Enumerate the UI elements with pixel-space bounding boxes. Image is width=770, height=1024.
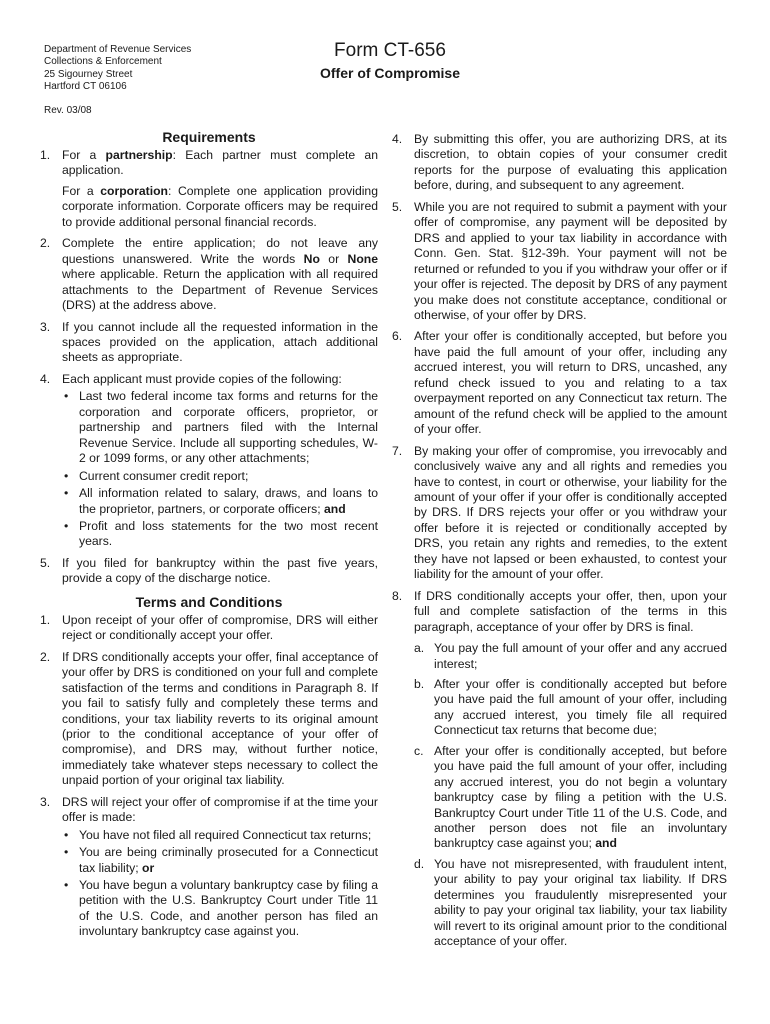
bullet-item: • All information related to salary, draws, and loans to the proprietor, partners, or corporate officers; and [64,486,378,516]
sub-list [414,641,727,950]
form-number: Form CT-656 [334,40,446,61]
text-bold: None [347,251,378,266]
terms-heading: Terms and Conditions [135,593,283,610]
term-item [40,650,378,789]
text-bold: corporation [100,183,168,198]
bullet-item: • Current consumer credit report; [64,468,249,483]
text: If DRS conditionally accepts your offer, then, upon your full and complete satisfaction of the terms in this paragraph, acceptance of your offer by DRS is final. [414,588,727,634]
text: By making your offer of compromise, you irrevocably and conclusively waive any and all rights and remedies you have to contest, in court or otherwise, your liability for the amount of your offer if your offer is conditionally accepted by DRS. If DRS rejects your offer or you withdraw your offer before it is rejected or conditionally accepted by DRS, you retain any rights and remedies, to the extent they have not lapsed or been exhausted, to contest your liability for the amount of your offer. [414,443,727,582]
bullet-item: • Last two federal income tax forms and returns for the corporation and corporate officers, proprietor, or partnership and partners filed with the Internal Revenue Service. Include all supporting schedules, W-2 or 1099 forms, or any other attachments; [64,389,378,466]
sub-item: c. After your offer is conditionally accepted, but before you have paid the full amount of your offer, including any accrued interest, you do not begin a voluntary bankruptcy case by filing a petition with the U.S. Bankruptcy Court under Title 11 of the U.S. Code, and another person does not file an involuntary bankruptcy case against you; and [414,743,727,851]
address-line: Hartford CT 06106 [44,81,127,93]
item-number: 4. [392,132,403,146]
text: While you are not required to submit a payment with your offer of compromise, any payment will be deposited by DRS and applied to your tax liability in accordance with Conn. Gen. Stat. §12-39h. Your payment will not be returned or refunded to you if you withdraw your offer or if your offer is rejected. The deposit by DRS of any payment you make does not constitute acceptance, conditional or otherwise, of your offer by DRS. [414,199,727,322]
item-number: 1. [40,612,51,627]
text: You have not misrepresented, with fraudulent intent, your ability to pay your original tax liability. If DRS determines you fraudulently misrepresented your ability to pay your original tax liability, your tax liability will revert to its original amount prior to the conditional acceptance of your offer. [434,856,727,949]
sub-item: a. You pay the full amount of your offer and any accrued interest; [414,641,727,671]
item-number: 7. [392,443,403,458]
text: You have begun a voluntary bankruptcy case by filing a petition with the U.S. Bankruptcy Court under Title 11 of the U.S. Code, and another person has filed an involuntary bankruptcy case against you. [79,878,378,939]
term-item [40,613,378,644]
right-column [392,128,727,956]
text-bold: No [303,251,320,266]
term-item [392,589,727,950]
terms-list-continued [392,132,727,950]
item-number: 2. [40,236,51,251]
item-number: 1. [40,148,51,162]
text: After your offer is conditionally accepted, but before you have paid the full amount of your offer, including any accrued interest, you do not begin a voluntary bankruptcy case by filing a petition with the U.S. Bankruptcy Court under Title 11 of the U.S. Code, and another person does not file an involuntary bankruptcy case against you; [434,743,727,851]
term-item [392,329,727,437]
text: or [319,251,348,266]
item-number: 3. [40,319,51,334]
requirements-heading: Requirements [162,129,256,145]
address-line: 25 Sigourney Street [44,68,133,80]
revision-date: Rev. 03/08 [44,105,92,116]
form-title: Offer of Compromise [319,65,460,81]
text: Each applicant must provide copies of the following: [62,371,342,386]
text: Last two federal income tax forms and returns for the corporation and corporate officers, proprietor, or partnership and partners filed with the Internal Revenue Service. Include all supporting schedules, W-2 or 1099 forms, or any other attachments; [79,389,378,466]
term-item [392,200,727,324]
requirements-list [40,148,378,587]
bullet-item: • Profit and loss statements for the two most recent years. [64,518,378,549]
text-bold: partnership [105,148,173,162]
bullet-item: • You have not filed all required Connecticut tax returns; [64,827,372,842]
bullet-list [62,389,378,550]
text: By submitting this offer, you are authorizing DRS, at its discretion, to obtain copies of your consumer credit reports for the purpose of evaluating this application before, during, and subsequent to any agreement. [414,132,727,193]
text: For a [62,148,106,162]
term-item [392,132,727,194]
text: Upon receipt of your offer of compromise, DRS will either reject or conditionally accept your offer. [62,612,378,643]
text: Complete the entire application; do not leave any questions unanswered. Write the words [62,236,378,266]
text: : Each partner must complete an application. [62,148,378,178]
text-bold: and [595,836,617,851]
text-bold: and [324,501,346,516]
term-item [392,444,727,583]
text: DRS will reject your offer of compromise if at the time your offer is made: [62,794,378,825]
text: You have not filed all required Connecticut tax returns; [79,827,372,842]
item-number: 5. [392,199,403,214]
sub-item: b. After your offer is conditionally accepted but before you have paid the full amount of your offer, including any accrued interest, you timely file all required Connecticut tax returns that become due; [414,676,727,738]
text: After your offer is conditionally accepted, but before you have paid the full amount of your offer, including any accrued interest, you will return to DRS, uncashed, any refund check issued to you and relating to a tax overpayment reported on any Connecticut tax return. The amount of the refund check will be applied to the amount of your offer. [414,329,727,437]
address-line: Department of Revenue Services [44,44,192,55]
text: You are being criminally prosecuted for a Connecticut tax liability; [79,845,378,875]
requirement-item [40,320,378,366]
left-column [40,128,378,946]
text-bold: or [142,860,155,875]
text: : Complete one application providing corporate information. Corporate officers may be required to provide additional personal financial records. [62,183,378,229]
item-number: 5. [40,555,51,570]
text: If you filed for bankruptcy within the past five years, provide a copy of the discharge notice. [62,555,378,586]
bullet-item: • You are being criminally prosecuted for a Connecticut tax liability; or [64,845,378,875]
requirement-item [40,148,378,230]
sub-item: d. You have not misrepresented, with fraudulent intent, your ability to pay your original tax liability. If DRS determines you fraudulently misrepresented your ability to pay your original tax liability, your tax liability will revert to its original amount prior to the conditional acceptance of your offer. [414,856,727,949]
form-title-block [290,40,490,82]
paragraph [62,184,378,230]
item-number: 4. [40,371,51,386]
item-number: 6. [392,329,403,344]
text: All information related to salary, draws, and loans to the proprietor, partners, or corporate officers; [79,486,378,516]
text: If you cannot include all the requested information in the spaces provided on the application, attach additional sheets as appropriate. [62,319,378,365]
text: Profit and loss statements for the two most recent years. [79,518,378,549]
requirement-item [40,556,378,587]
text: After your offer is conditionally accepted but before you have paid the full amount of your offer, including any accrued interest, you timely file all required Connecticut tax returns that become due; [434,676,727,738]
text: If DRS conditionally accepts your offer, final acceptance of your offer by DRS is conditioned on your full and complete satisfaction of the terms and conditions in Paragraph 8. If you fail to satisfy fully and completely these terms and conditions, your tax liability reverts to its original amount (prior to the conditional acceptance of your offer of compromise), and DRS may, without further notice, immediately take whatever steps necessary to collect the unpaid portion of your original tax liability. [62,649,378,788]
terms-list [40,613,378,940]
text: For a [62,183,101,198]
item-number: 8. [392,588,403,603]
bullet-list [62,828,378,940]
term-item [40,795,378,940]
requirement-item [40,372,378,550]
text: You pay the full amount of your offer and any accrued interest; [434,641,727,671]
text: Current consumer credit report; [79,468,249,483]
requirement-item [40,236,378,313]
item-number: 3. [40,794,51,809]
item-number: 2. [40,649,51,664]
bullet-item: • You have begun a voluntary bankruptcy case by filing a petition with the U.S. Bankruptcy Court under Title 11 of the U.S. Code, and another person has filed an involuntary bankruptcy case against you. [64,878,378,939]
text: where applicable. Return the application with all required attachments to the Department of Revenue Services (DRS) at the address above. [62,267,378,313]
address-line: Collections & Enforcement [44,56,162,68]
agency-address [44,44,191,94]
